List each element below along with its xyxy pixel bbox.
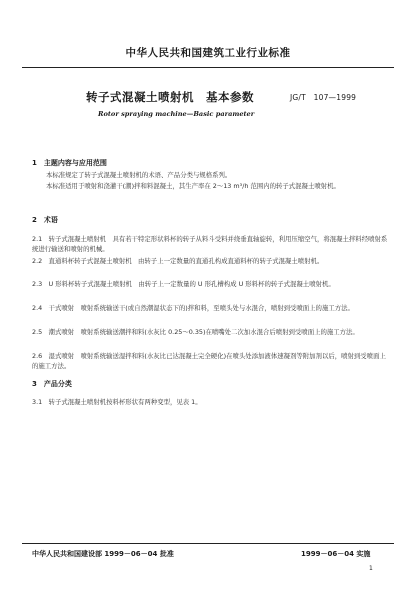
section-1-paragraph-2: 本标准适用于喷射和浇灌干(潮)拌和料混凝土，其生产率在 2～13 m³/h 范围内的转子式混凝土喷射机。 [46,182,340,190]
standard-number: JG/T 107—1999 [290,93,357,102]
term-2-1: 2.1 转子式混凝土喷射机 具有若干特定形状料杯的转子从料斗受料并绕垂直轴旋转，利用压缩空气，将混凝土拌料经喷射系统进行输送和喷射的机械。 [32,235,388,253]
section-3-heading: 3 产品分类 [32,380,72,388]
section-2-heading: 2 术语 [32,216,58,224]
footer-rule [22,543,394,544]
page-number: 1 [369,565,373,572]
term-2-3: 2.3 U 形料杯转子式混凝土喷射机 由转子上一定数量的 U 形孔槽构成 U 形料杯的转子式混凝土喷射机。 [32,280,335,288]
clause-3-1: 3.1 转子式混凝土喷射机按料杯形状有两种变型，见表 1。 [32,398,202,406]
term-2-4: 2.4 干式喷射 喷射系统输送干(或自然潮湿状态下的)拌和料，至喷头处与水混合，喷射到受喷面上的施工方法。 [32,304,354,312]
term-2-2: 2.2 直通料杯转子式混凝土喷射机 由转子上一定数量的直通孔构成直通料杯的转子式混凝土喷射机。 [32,257,324,265]
term-2-5: 2.5 潮式喷射 喷射系统输送潮拌和料(水灰比 0.25～0.35)在喷嘴处二次加水混合后喷射到受喷面上的施工方法。 [32,328,359,336]
english-title: Rotor spraying machine—Basic parameter [98,110,255,118]
section-1-paragraph-1: 本标准规定了转子式混凝土喷射机的术语、产品分类与规格系列。 [46,171,232,179]
section-1-heading: 1 主题内容与应用范围 [32,159,107,167]
approval-line: 中华人民共和国建设部 1999－06－04 批准 [32,550,174,558]
header-rule [22,67,394,68]
issuing-body-title: 中华人民共和国建筑工业行业标准 [125,47,291,59]
document-title: 转子式混凝土喷射机 基本参数 [86,90,254,104]
implementation-date: 1999－06－04 实施 [301,550,371,558]
term-2-6: 2.6 湿式喷射 喷射系统输送湿拌和料(水灰比已达混凝土完全硬化)在喷头处添加液体速凝剂等附加剂以后，喷射到受喷面上的施工方法。 [32,352,386,370]
